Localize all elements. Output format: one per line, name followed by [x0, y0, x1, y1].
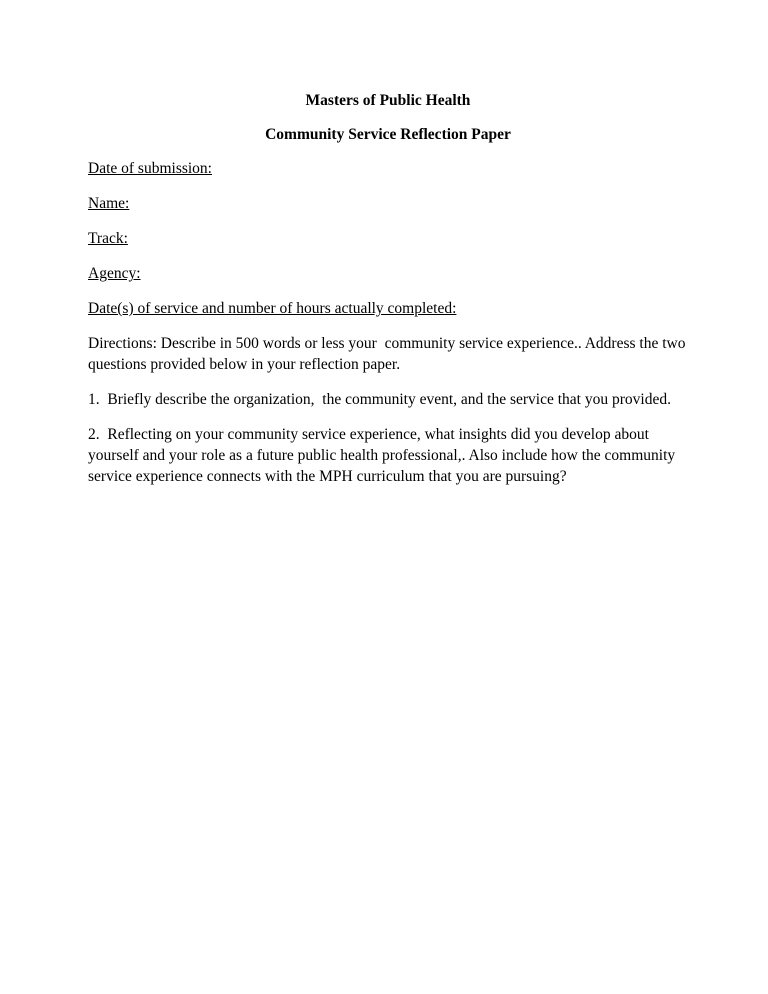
directions-paragraph: Directions: Describe in 500 words or less your community service experience.. Address the two questions provided below in your reflection paper.	[88, 335, 690, 373]
question-1: 1. Briefly describe the organization, the community event, and the service that you provided.	[88, 391, 671, 408]
field-date-of-submission: Date of submission:	[88, 160, 212, 177]
field-track: Track:	[88, 230, 128, 247]
document-body	[88, 90, 688, 487]
document-subtitle: Community Service Reflection Paper	[265, 126, 511, 143]
question-2: 2. Reflecting on your community service experience, what insights did you develop about yourself and your role as a future public health professional,. Also include how the community service experience connects with the MPH curriculum that you are pursuing?	[88, 426, 680, 485]
field-agency: Agency:	[88, 265, 141, 282]
field-dates-of-service: Date(s) of service and number of hours actually completed:	[88, 300, 457, 317]
field-name: Name:	[88, 195, 130, 212]
document-title: Masters of Public Health	[305, 92, 471, 109]
